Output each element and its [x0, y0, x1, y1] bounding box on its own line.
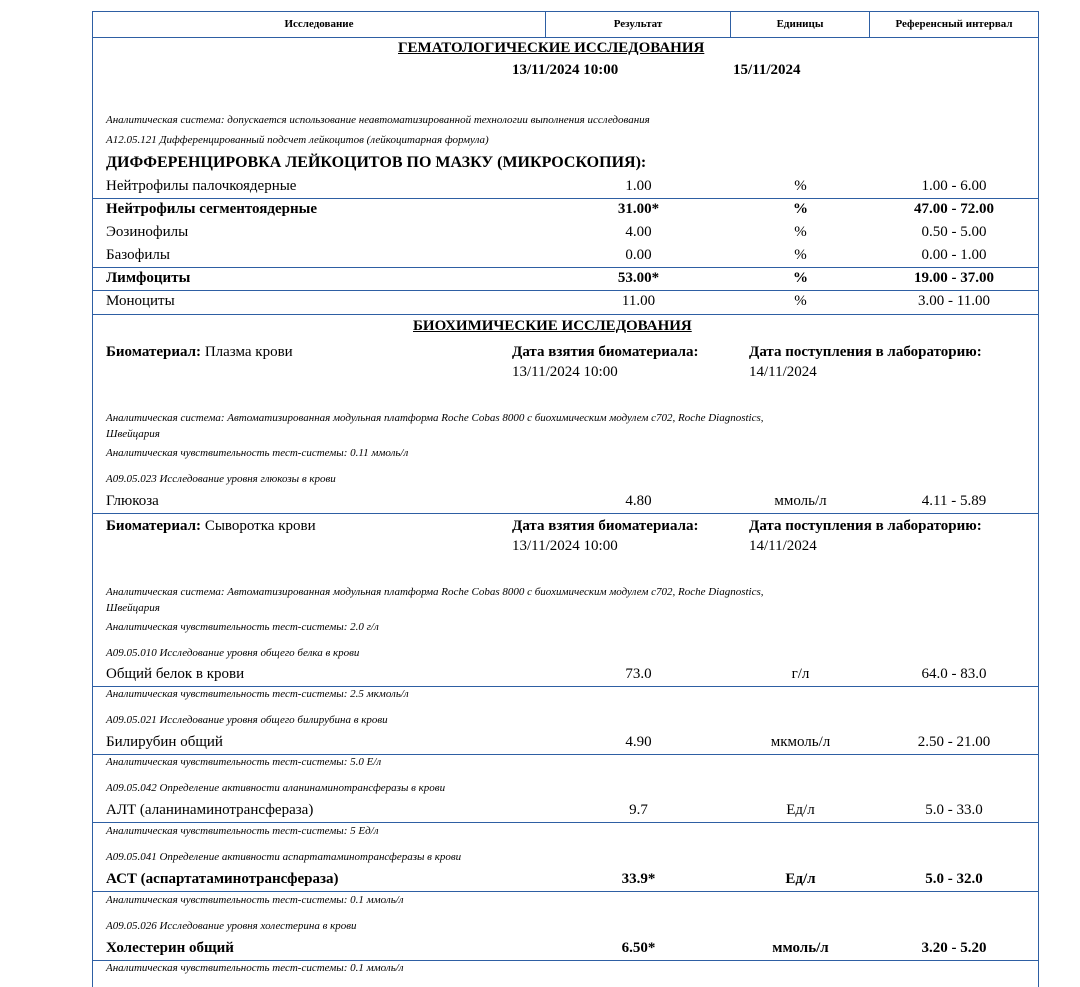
- row-divider: [93, 822, 1038, 823]
- sensitivity-note: Аналитическая чувствительность тест-системы: 0.1 ммоль/л: [106, 894, 404, 906]
- test-code: A09.05.023 Исследование уровня глюкозы в крови: [106, 473, 336, 485]
- date-taken-label: Дата взятия биоматериала:: [512, 344, 699, 360]
- header-reference: Референсный интервал: [895, 18, 1013, 30]
- test-name: Билирубин общий: [106, 734, 223, 750]
- date-taken-value: 13/11/2024 10:00: [512, 364, 618, 380]
- biomaterial-label: Биоматериал:: [106, 344, 202, 360]
- test-unit: Ед/л: [786, 802, 815, 818]
- test-range: 5.0 - 32.0: [925, 871, 983, 887]
- table-row: [93, 291, 1038, 313]
- sensitivity-note: Аналитическая чувствительность тест-системы: 5 Ед/л: [106, 825, 379, 837]
- test-value: 1.00: [625, 178, 652, 194]
- table-row: [93, 732, 1038, 754]
- test-unit: %: [794, 293, 807, 309]
- sensitivity-note: Аналитическая чувствительность тест-системы: 0.1 ммоль/л: [106, 962, 404, 974]
- test-unit: Ед/л: [785, 871, 816, 887]
- biomaterial-label: Биоматериал:: [106, 518, 202, 534]
- sensitivity-note: Аналитическая чувствительность тест-системы: 2.0 г/л: [106, 621, 379, 633]
- row-divider: [93, 960, 1038, 961]
- test-name: Общий белок в крови: [106, 666, 245, 682]
- test-range: 5.0 - 33.0: [925, 802, 983, 818]
- table-row: [93, 491, 1038, 513]
- hematology-group-title: ДИФФЕРЕНЦИРОВКА ЛЕЙКОЦИТОВ ПО МАЗКУ (МИКРОСКОПИЯ):: [106, 154, 647, 171]
- test-name: Базофилы: [106, 247, 170, 263]
- table-row: [93, 268, 1038, 290]
- test-range: 0.00 - 1.00: [921, 247, 987, 263]
- test-code: A09.05.041 Определение активности аспартатаминотрансферазы в крови: [106, 851, 462, 863]
- test-name: Эозинофилы: [106, 224, 189, 240]
- biomaterial-value: Плазма крови: [204, 344, 293, 360]
- biomaterial-value: Сыворотка крови: [204, 518, 316, 534]
- analytic-system-country: Швейцария: [106, 428, 160, 440]
- test-unit: г/л: [791, 666, 810, 682]
- sensitivity-note: Аналитическая чувствительность тест-системы: 2.5 мкмоль/л: [106, 688, 409, 700]
- test-range: 3.20 - 5.20: [921, 940, 987, 956]
- biomaterial-plasma: [106, 344, 293, 361]
- test-unit: %: [793, 201, 808, 217]
- date-taken-label: Дата взятия биоматериала:: [512, 518, 699, 534]
- date-received-label: Дата поступления в лабораторию:: [749, 344, 982, 360]
- table-row: [93, 869, 1038, 891]
- row-divider: [93, 891, 1038, 892]
- test-name: Нейтрофилы палочкоядерные: [106, 178, 297, 194]
- test-value: 11.00: [621, 293, 656, 309]
- test-range: 1.00 - 6.00: [921, 178, 987, 194]
- test-name: АСТ (аспартатаминотрансфераза): [106, 871, 339, 887]
- test-name: Нейтрофилы сегментоядерные: [106, 201, 317, 217]
- table-row: [93, 664, 1038, 686]
- test-unit: %: [793, 270, 808, 286]
- test-name: Лимфоциты: [106, 270, 191, 286]
- row-divider: [93, 754, 1038, 755]
- test-unit: %: [794, 178, 807, 194]
- test-unit: %: [794, 247, 807, 263]
- biomaterial-serum: [106, 518, 316, 535]
- date-received-value: 14/11/2024: [749, 538, 817, 554]
- test-code: A09.05.021 Исследование уровня общего билирубина в крови: [106, 714, 388, 726]
- test-value: 33.9*: [621, 871, 656, 887]
- test-value: 4.90: [625, 734, 652, 750]
- hematology-analytic-system: Аналитическая система: допускается использование неавтоматизированной технологии выполнения исследования: [106, 114, 650, 126]
- table-row: [93, 245, 1038, 267]
- test-unit: ммоль/л: [772, 940, 829, 956]
- date-received-label: Дата поступления в лабораторию:: [749, 518, 982, 534]
- date-received-value: 14/11/2024: [749, 364, 817, 380]
- test-range: 4.11 - 5.89: [921, 493, 987, 509]
- test-name: Холестерин общий: [106, 940, 234, 956]
- hematology-date-taken: 13/11/2024 10:00: [512, 62, 619, 78]
- test-name: АЛТ (аланинаминотрансфераза): [106, 802, 314, 818]
- analytic-system: Аналитическая система: Автоматизированная модульная платформа Roche Cobas 8000 с биохимическим модулем c702, Roche Diagnostics,: [106, 586, 764, 598]
- date-taken-value: 13/11/2024 10:00: [512, 538, 618, 554]
- report-body: [92, 37, 1039, 987]
- test-range: 3.00 - 11.00: [918, 293, 990, 309]
- test-range: 47.00 - 72.00: [914, 201, 994, 217]
- test-unit: ммоль/л: [774, 493, 827, 509]
- biochemistry-title: БИОХИМИЧЕСКИЕ ИССЛЕДОВАНИЯ: [413, 318, 692, 334]
- analytic-system-country: Швейцария: [106, 602, 160, 614]
- test-code: A09.05.026 Исследование уровня холестерина в крови: [106, 920, 357, 932]
- row-divider: [93, 686, 1038, 687]
- test-value: 31.00*: [617, 201, 660, 217]
- hematology-date-received: 15/11/2024: [733, 62, 801, 78]
- test-value: 73.0: [625, 666, 652, 682]
- table-header: [92, 11, 1039, 38]
- test-value: 4.00: [625, 224, 652, 240]
- test-value: 6.50*: [621, 940, 656, 956]
- table-row: [93, 176, 1038, 198]
- test-range: 19.00 - 37.00: [914, 270, 994, 286]
- test-range: 64.0 - 83.0: [921, 666, 987, 682]
- test-range: 0.50 - 5.00: [921, 224, 987, 240]
- hematology-title: ГЕМАТОЛОГИЧЕСКИЕ ИССЛЕДОВАНИЯ: [398, 40, 705, 56]
- test-range: 2.50 - 21.00: [917, 734, 991, 750]
- table-row: [93, 938, 1038, 960]
- test-unit: %: [794, 224, 807, 240]
- test-code: A09.05.042 Определение активности аланинаминотрансферазы в крови: [106, 782, 446, 794]
- test-code: A09.05.010 Исследование уровня общего белка в крови: [106, 647, 360, 659]
- hematology-code: A12.05.121 Дифференцированный подсчет лейкоцитов (лейкоцитарная формула): [106, 134, 489, 146]
- sensitivity-note: Аналитическая чувствительность тест-системы: 5.0 Е/л: [106, 756, 382, 768]
- test-unit: мкмоль/л: [770, 734, 831, 750]
- test-value: 0.00: [625, 247, 652, 263]
- section-divider: [93, 314, 1038, 315]
- sensitivity-note: Аналитическая чувствительность тест-системы: 0.11 ммоль/л: [106, 447, 409, 459]
- section-divider: [93, 513, 1038, 514]
- table-row: [93, 199, 1038, 221]
- table-row: [93, 800, 1038, 822]
- test-value: 9.7: [629, 802, 648, 818]
- header-result: Результат: [546, 12, 731, 37]
- header-study: Исследование: [93, 12, 546, 37]
- test-name: Глюкоза: [106, 493, 159, 509]
- test-name: Моноциты: [106, 293, 175, 309]
- test-value: 53.00*: [617, 270, 660, 286]
- analytic-system: Аналитическая система: Автоматизированная модульная платформа Roche Cobas 8000 с биохимическим модулем c702, Roche Diagnostics,: [106, 412, 764, 424]
- test-value: 4.80: [625, 493, 652, 509]
- table-row: [93, 222, 1038, 244]
- header-units: Единицы: [731, 12, 870, 37]
